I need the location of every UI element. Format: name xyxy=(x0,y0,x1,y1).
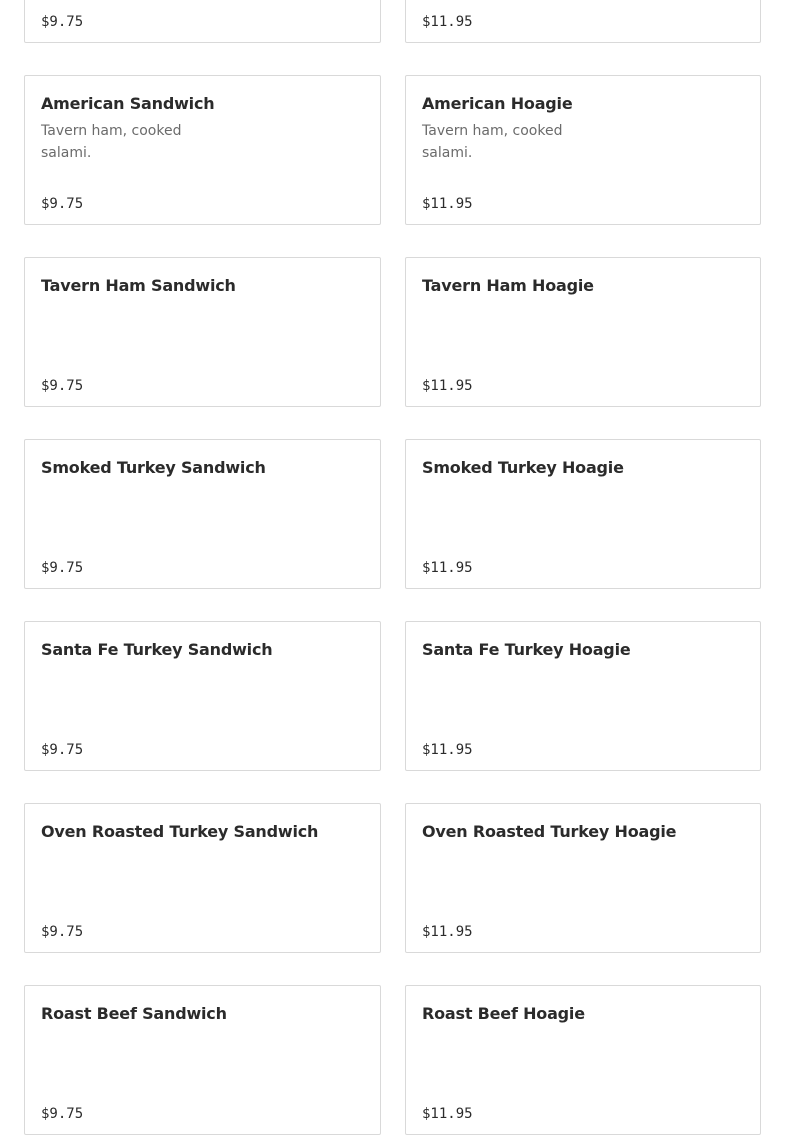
menu-item-name: American Hoagie xyxy=(422,94,573,113)
menu-item-name: Roast Beef Sandwich xyxy=(41,1004,227,1023)
menu-item-description: Tavern ham, cooked salami. xyxy=(41,123,182,161)
menu-item-card[interactable] xyxy=(405,985,761,1135)
menu-item-card[interactable] xyxy=(405,621,761,771)
menu-item-card[interactable] xyxy=(24,0,381,43)
menu-item-card[interactable] xyxy=(405,0,761,43)
menu-item-card[interactable] xyxy=(24,75,381,225)
menu-item-name: Tavern Ham Hoagie xyxy=(422,276,594,295)
menu-item-card[interactable] xyxy=(24,985,381,1135)
menu-item-name: Oven Roasted Turkey Hoagie xyxy=(422,822,677,841)
menu-item-name: Santa Fe Turkey Sandwich xyxy=(41,640,273,659)
menu-item-description: Tavern ham, cooked salami. xyxy=(422,123,563,161)
menu-item-card[interactable] xyxy=(24,621,381,771)
menu-item-name: Roast Beef Hoagie xyxy=(422,1004,585,1023)
menu-item-price: $11.95 xyxy=(422,1106,473,1122)
menu-item-card[interactable] xyxy=(405,439,761,589)
menu-item-card[interactable] xyxy=(405,75,761,225)
menu-item-price: $9.75 xyxy=(41,742,84,758)
menu-item-card[interactable] xyxy=(24,439,381,589)
menu-item-price: $9.75 xyxy=(41,560,84,576)
menu-item-card[interactable] xyxy=(24,803,381,953)
menu-item-price: $11.95 xyxy=(422,560,473,576)
menu-item-name: Tavern Ham Sandwich xyxy=(41,276,236,295)
menu-item-card[interactable] xyxy=(24,257,381,407)
menu-items-grid xyxy=(24,0,761,1135)
menu-item-card[interactable] xyxy=(405,257,761,407)
menu-item-price: $11.95 xyxy=(422,742,473,758)
menu-item-price: $9.75 xyxy=(41,1106,84,1122)
menu-item-price: $9.75 xyxy=(41,196,84,212)
menu-item-name: American Sandwich xyxy=(41,94,215,113)
menu-item-price: $9.75 xyxy=(41,924,84,940)
menu-item-price: $11.95 xyxy=(422,924,473,940)
menu-item-price: $11.95 xyxy=(422,378,473,394)
menu-item-price: $11.95 xyxy=(422,14,473,30)
menu-item-card[interactable] xyxy=(405,803,761,953)
menu-item-name: Oven Roasted Turkey Sandwich xyxy=(41,822,319,841)
menu-item-name: Smoked Turkey Sandwich xyxy=(41,458,266,477)
menu-item-description xyxy=(422,0,572,4)
menu-item-price: $9.75 xyxy=(41,378,84,394)
menu-item-price: $11.95 xyxy=(422,196,473,212)
menu-item-name: Santa Fe Turkey Hoagie xyxy=(422,640,631,659)
menu-item-name: Smoked Turkey Hoagie xyxy=(422,458,624,477)
menu-item-price: $9.75 xyxy=(41,14,84,30)
menu-item-description xyxy=(41,0,191,4)
